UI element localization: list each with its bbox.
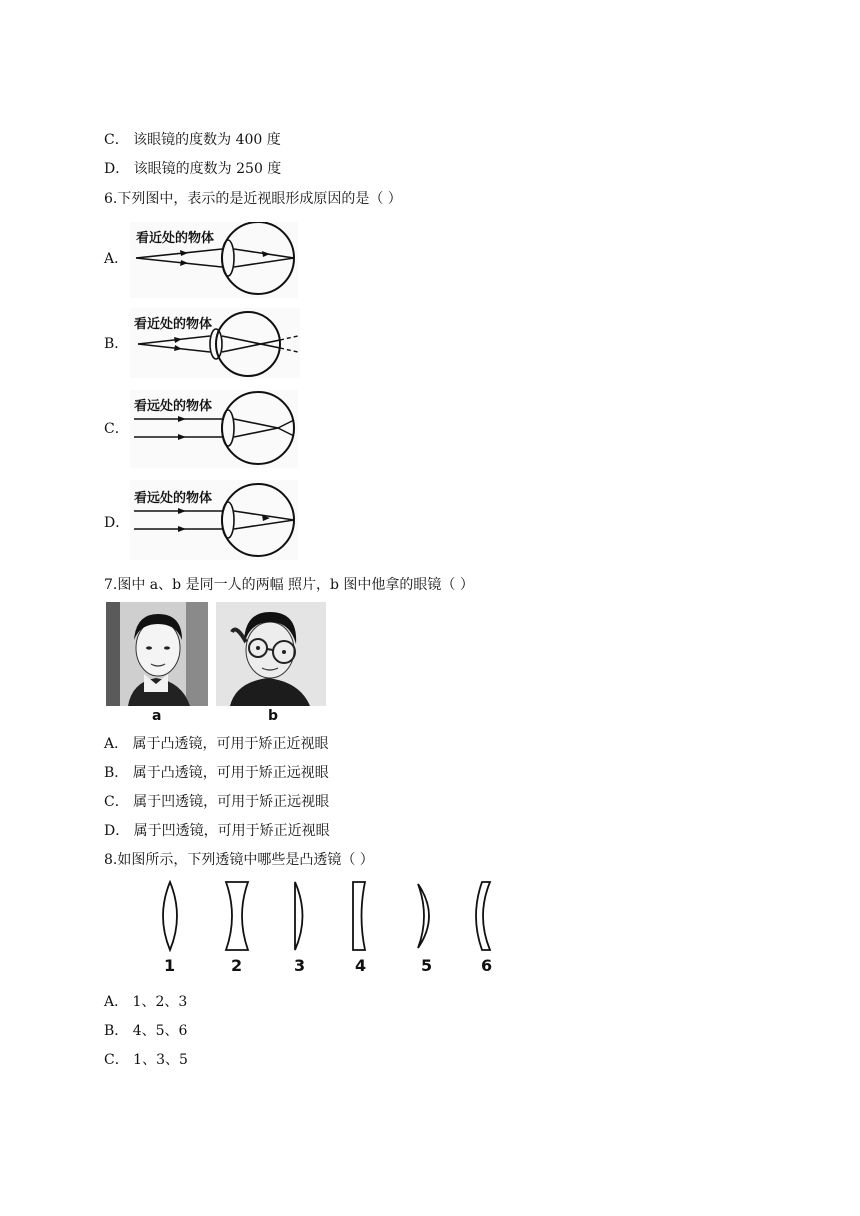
q6-option-c-label: C． bbox=[104, 421, 129, 437]
q6-diagram-d-caption: 看远处的物体 bbox=[134, 491, 213, 506]
q6-diagram-a-caption: 看近处的物体 bbox=[136, 231, 215, 246]
lens-1-label: 1 bbox=[164, 956, 176, 975]
q6-stem: 6.下列图中，表示的是近视眼形成原因的是（ ） bbox=[104, 191, 402, 207]
q5-option-c: C． 该眼镜的度数为 400 度 bbox=[104, 132, 281, 148]
q6-option-a-label: A． bbox=[104, 251, 129, 267]
q7-option-b: B． 属于凸透镜，可用于矫正远视眼 bbox=[104, 765, 329, 781]
q7-photo-a-label: a bbox=[152, 708, 162, 724]
lens-2-label: 2 bbox=[231, 956, 243, 975]
q6-diagram-d bbox=[130, 480, 298, 560]
q7-option-d: D． 属于凹透镜，可用于矫正近视眼 bbox=[104, 823, 330, 839]
q7-photo-b-label: b bbox=[268, 708, 279, 724]
q6-option-b-label: B． bbox=[104, 336, 129, 352]
lens-6-meniscus-concave bbox=[476, 882, 490, 950]
q8-option-a: A． 1、2、3 bbox=[104, 994, 188, 1010]
lens-4-label: 4 bbox=[355, 956, 367, 975]
lens-3-plano-convex bbox=[295, 882, 303, 950]
q8-option-c: C． 1、3、5 bbox=[104, 1052, 188, 1068]
q7-option-a: A． 属于凸透镜，可用于矫正近视眼 bbox=[104, 736, 329, 752]
lens-6-label: 6 bbox=[481, 956, 493, 975]
q8-lens-figure bbox=[150, 880, 510, 952]
q6-diagram-b bbox=[130, 308, 300, 378]
lens-2-biconcave bbox=[226, 882, 248, 950]
lens-5-label: 5 bbox=[421, 956, 433, 975]
lens-5-meniscus-convex bbox=[418, 884, 429, 948]
q7-stem: 7.图中 a、b 是同一人的两幅 照片，b 图中他拿的眼镜（ ） bbox=[104, 577, 474, 593]
q7-photo-b bbox=[216, 602, 326, 706]
q5-option-d: D． 该眼镜的度数为 250 度 bbox=[104, 161, 282, 177]
lens-4-plano-concave bbox=[353, 882, 365, 950]
q8-option-b: B． 4、5、6 bbox=[104, 1023, 188, 1039]
q6-diagram-c bbox=[130, 390, 298, 468]
q7-option-c: C． 属于凹透镜，可用于矫正远视眼 bbox=[104, 794, 330, 810]
q8-stem: 8.如图所示，下列透镜中哪些是凸透镜（ ） bbox=[104, 852, 374, 868]
q7-photo-a bbox=[106, 602, 208, 706]
lens-3-label: 3 bbox=[294, 956, 306, 975]
q6-option-d-label: D． bbox=[104, 515, 130, 531]
lens-1-biconvex bbox=[163, 882, 177, 950]
q6-diagram-a bbox=[130, 222, 298, 298]
q6-diagram-c-caption: 看远处的物体 bbox=[134, 399, 213, 414]
q6-diagram-b-caption: 看近处的物体 bbox=[134, 317, 213, 332]
